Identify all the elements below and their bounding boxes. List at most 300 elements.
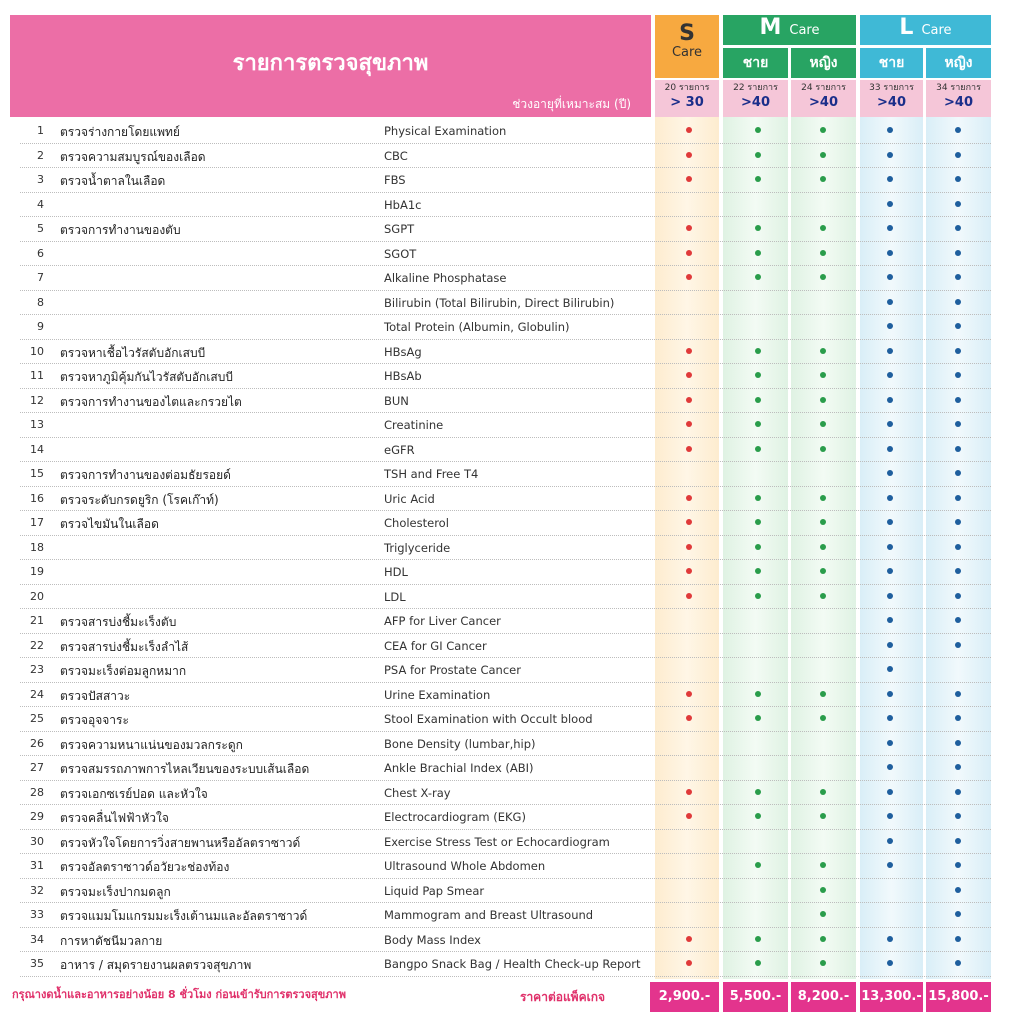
package-l-male-dot xyxy=(887,740,893,746)
row-thai-label: ตรวจการทำงานของต่อมธัยรอยด์ xyxy=(60,468,231,482)
package-m-female-dot xyxy=(820,372,826,378)
package-s-count: 20 รายการ xyxy=(664,83,710,93)
table-row xyxy=(20,462,991,487)
row-thai-label: ตรวจหัวใจโดยการวิ่งสายพานหรืออัลตราซาวด์ xyxy=(60,835,301,850)
package-l-female-dot xyxy=(955,323,961,329)
row-thai-label: ตรวจร่างกายโดยแพทย์ xyxy=(60,125,180,139)
package-m-male: ชาย xyxy=(723,48,788,78)
row-thai-label: ตรวจสมรรถภาพการไหลเวียนของระบบเส้นเลือด xyxy=(60,762,310,776)
package-l-male-dot xyxy=(887,446,893,452)
row-number: 12 xyxy=(30,393,44,407)
package-l-female-dot xyxy=(955,862,961,868)
package-m-female-dot xyxy=(820,691,826,697)
row-english-label: PSA for Prostate Cancer xyxy=(384,663,521,677)
package-l-male-dot xyxy=(887,617,893,623)
package-s-dot xyxy=(686,691,692,697)
row-english-label: Ankle Brachial Index (ABI) xyxy=(384,761,534,775)
package-l-male-dot xyxy=(887,176,893,182)
package-l-male-dot xyxy=(887,862,893,868)
row-number: 25 xyxy=(30,712,44,725)
package-m-male-dot xyxy=(755,691,761,697)
package-l-female-dot xyxy=(955,642,961,648)
table-row xyxy=(20,560,991,585)
package-l-male-dot xyxy=(887,250,893,256)
table-row xyxy=(20,340,991,365)
package-m-female-dot xyxy=(820,789,826,795)
package-m-female-dot xyxy=(820,715,826,721)
package-m-male-dot xyxy=(755,813,761,819)
row-number: 1 xyxy=(37,124,44,137)
package-m-male-count: 22 รายการ xyxy=(733,83,778,93)
package-l-female-dot xyxy=(955,495,961,501)
package-l-female: หญิง xyxy=(926,48,991,78)
row-number: 6 xyxy=(37,246,44,260)
package-l-female-dot xyxy=(955,250,961,256)
package-s-dot xyxy=(686,176,692,182)
package-l-care: Care xyxy=(921,23,952,38)
package-l-male-dot xyxy=(887,348,893,354)
table-row xyxy=(20,805,991,830)
package-l-letter: L xyxy=(899,15,914,40)
package-m-female-dot xyxy=(820,397,826,403)
price-s: 2,900.- xyxy=(650,982,719,1012)
row-number: 17 xyxy=(30,516,44,529)
table-row xyxy=(20,144,991,169)
package-m-male-dot xyxy=(755,519,761,525)
package-m-female-dot xyxy=(820,225,826,231)
table-row xyxy=(20,756,991,781)
package-l-male-dot xyxy=(887,323,893,329)
price-l-male: 13,300.- xyxy=(860,982,923,1012)
row-english-label: CBC xyxy=(384,148,408,163)
table-row xyxy=(20,242,991,267)
row-thai-label: ตรวจเอกซเรย์ปอด และหัวใจ xyxy=(60,786,208,801)
table-row xyxy=(20,781,991,806)
table-row xyxy=(20,168,991,193)
package-m-female-dot xyxy=(820,421,826,427)
row-english-label: FBS xyxy=(384,173,406,187)
row-thai-label: ตรวจการทำงานของไตและกรวยไต xyxy=(60,394,242,409)
package-m-female-dot xyxy=(820,568,826,574)
row-number: 30 xyxy=(30,834,44,848)
package-l-male-dot xyxy=(887,470,893,476)
package-l-male-dot xyxy=(887,544,893,550)
price-m-female: 8,200.- xyxy=(791,982,856,1012)
row-number: 33 xyxy=(30,908,44,921)
table-row xyxy=(20,879,991,904)
package-l-male-dot xyxy=(887,299,893,305)
table-row xyxy=(20,903,991,928)
package-l-female-count: 34 รายการ xyxy=(936,83,981,93)
row-number: 7 xyxy=(37,271,44,284)
package-s-age-box xyxy=(655,80,719,117)
row-english-label: Urine Examination xyxy=(384,687,491,702)
package-l-male-dot xyxy=(887,642,893,648)
package-m-female-dot xyxy=(820,519,826,525)
row-thai-label: ตรวจสารบ่งชี้มะเร็งตับ xyxy=(60,615,177,629)
row-thai-label: ตรวจมะเร็งต่อมลูกหมาก xyxy=(60,664,187,678)
row-number: 19 xyxy=(30,565,44,578)
row-english-label: Physical Examination xyxy=(384,124,507,138)
row-thai-label: ตรวจความหนาแน่นของมวลกระดูก xyxy=(60,737,243,752)
package-l-female-dot xyxy=(955,372,961,378)
row-english-label: SGOT xyxy=(384,246,417,261)
package-m-female-dot xyxy=(820,348,826,354)
package-s-dot xyxy=(686,544,692,550)
package-l-male-dot xyxy=(887,764,893,770)
table-row xyxy=(20,952,991,977)
row-thai-label: ตรวจอุจจาระ xyxy=(60,713,129,727)
package-l-male-dot xyxy=(887,666,893,672)
row-number: 9 xyxy=(37,320,44,333)
row-english-label: CEA for GI Cancer xyxy=(384,638,487,653)
package-m-female-dot xyxy=(820,936,826,942)
package-l-female-dot xyxy=(955,691,961,697)
row-english-label: Alkaline Phosphatase xyxy=(384,271,507,285)
package-l-male-age: >40 xyxy=(877,95,906,110)
package-l-female-dot xyxy=(955,446,961,452)
row-english-label: Exercise Stress Test or Echocardiogram xyxy=(384,834,610,849)
row-thai-label: ตรวจแมมโมแกรมมะเร็งเต้านมและอัลตราซาวด์ xyxy=(60,909,308,923)
package-l-female-dot xyxy=(955,960,961,966)
package-l-male-dot xyxy=(887,838,893,844)
package-m-female-dot xyxy=(820,887,826,893)
package-l-female-dot xyxy=(955,397,961,403)
row-thai-label: ตรวจหาภูมิคุ้มกันไวรัสตับอักเสบบี xyxy=(60,370,233,384)
row-number: 26 xyxy=(30,736,44,750)
package-l-female-dot xyxy=(955,568,961,574)
package-l-female-dot xyxy=(955,789,961,795)
row-number: 31 xyxy=(30,859,44,872)
table-row xyxy=(20,511,991,536)
package-m-female-dot xyxy=(820,544,826,550)
package-l-male-dot xyxy=(887,372,893,378)
row-thai-label: ตรวจคลื่นไฟฟ้าหัวใจ xyxy=(60,811,169,825)
package-m-female: หญิง xyxy=(791,48,856,78)
package-s-dot xyxy=(686,152,692,158)
package-s-age: > 30 xyxy=(670,95,704,110)
package-l-female-dot xyxy=(955,617,961,623)
package-s-dot xyxy=(686,789,692,795)
package-s-dot xyxy=(686,274,692,280)
package-m-male-dot xyxy=(755,397,761,403)
row-thai-label: ตรวจการทำงานของตับ xyxy=(60,223,181,237)
row-number: 28 xyxy=(30,785,44,799)
package-l-header xyxy=(860,15,991,45)
package-m-female-dot xyxy=(820,495,826,501)
row-number: 4 xyxy=(37,197,44,211)
package-m-header xyxy=(723,15,856,45)
row-number: 10 xyxy=(30,344,44,358)
package-l-female-dot xyxy=(955,887,961,893)
package-m-male-dot xyxy=(755,544,761,550)
price-l-female: 15,800.- xyxy=(926,982,991,1012)
package-l-male-dot xyxy=(887,789,893,795)
package-m-female-dot xyxy=(820,127,826,133)
checkup-item-list xyxy=(20,119,991,977)
package-l-female-dot xyxy=(955,911,961,917)
row-number: 18 xyxy=(30,540,44,554)
package-l-female-dot xyxy=(955,225,961,231)
package-m-female-dot xyxy=(820,446,826,452)
row-number: 22 xyxy=(30,638,44,652)
package-m-male-dot xyxy=(755,127,761,133)
package-l-female-dot xyxy=(955,764,961,770)
package-m-letter: M xyxy=(759,15,782,40)
row-english-label: HbA1c xyxy=(384,197,422,212)
row-thai-label: อาหาร / สมุดรายงานผลตรวจสุขภาพ xyxy=(60,958,252,972)
package-m-female-dot xyxy=(820,250,826,256)
table-row xyxy=(20,536,991,561)
package-s-dot xyxy=(686,446,692,452)
package-l-female-age: >40 xyxy=(944,95,973,110)
row-number: 20 xyxy=(30,589,44,603)
row-number: 5 xyxy=(37,222,44,235)
row-number: 35 xyxy=(30,957,44,970)
row-thai-label: ตรวจหาเชื้อไวรัสตับอักเสบบี xyxy=(60,345,206,360)
row-english-label: Bangpo Snack Bag / Health Check-up Report xyxy=(384,957,641,971)
row-english-label: Triglyceride xyxy=(384,540,451,555)
price-m-male: 5,500.- xyxy=(723,982,788,1012)
package-m-male-age-box xyxy=(723,80,788,117)
package-m-female-dot xyxy=(820,960,826,966)
row-number: 23 xyxy=(30,663,44,676)
age-range-label: ช่วงอายุที่เหมาะสม (ปี) xyxy=(512,97,631,111)
table-row xyxy=(20,438,991,463)
package-l-male-dot xyxy=(887,152,893,158)
package-m-male-dot xyxy=(755,446,761,452)
package-l-female-dot xyxy=(955,936,961,942)
package-l-female-dot xyxy=(955,421,961,427)
package-l-female-dot xyxy=(955,299,961,305)
package-m-male-dot xyxy=(755,372,761,378)
package-l-male-dot xyxy=(887,421,893,427)
package-s-dot xyxy=(686,421,692,427)
table-row xyxy=(20,487,991,512)
package-l-male-dot xyxy=(887,519,893,525)
table-row xyxy=(20,609,991,634)
package-s-header xyxy=(655,15,719,78)
package-m-male-dot xyxy=(755,225,761,231)
package-m-male-dot xyxy=(755,152,761,158)
fasting-note: กรุณางดน้ำและอาหารอย่างน้อย 8 ชั่วโมง ก่อนเข้ารับการตรวจสุขภาพ xyxy=(12,988,346,1001)
row-english-label: SGPT xyxy=(384,222,415,236)
table-row xyxy=(20,732,991,757)
package-l-female-dot xyxy=(955,176,961,182)
package-s-dot xyxy=(686,397,692,403)
row-english-label: HBsAg xyxy=(384,344,422,359)
row-english-label: Total Protein (Albumin, Globulin) xyxy=(384,320,570,334)
row-thai-label: ตรวจระดับกรดยูริก (โรคเก๊าท์) xyxy=(60,492,219,507)
package-m-male-dot xyxy=(755,495,761,501)
row-english-label: HDL xyxy=(384,565,408,579)
package-l-female-dot xyxy=(955,593,961,599)
package-l-female-dot xyxy=(955,274,961,280)
package-s-dot xyxy=(686,715,692,721)
row-english-label: BUN xyxy=(384,393,409,408)
package-s-dot xyxy=(686,593,692,599)
package-l-male-count: 33 รายการ xyxy=(869,83,914,93)
package-l-female-dot xyxy=(955,519,961,525)
package-m-male-dot xyxy=(755,715,761,721)
package-s-dot xyxy=(686,372,692,378)
row-thai-label: ตรวจอัลตราซาวด์อวัยวะช่องท้อง xyxy=(60,860,230,874)
package-m-male-dot xyxy=(755,568,761,574)
package-l-male-dot xyxy=(887,274,893,280)
row-thai-label: ตรวจไขมันในเลือด xyxy=(60,517,159,531)
row-thai-label: ตรวจสารบ่งชี้มะเร็งลำไส้ xyxy=(60,639,189,654)
package-m-male-dot xyxy=(755,789,761,795)
table-row xyxy=(20,291,991,316)
package-m-male-dot xyxy=(755,176,761,182)
row-english-label: Ultrasound Whole Abdomen xyxy=(384,859,546,873)
package-m-male-age: >40 xyxy=(741,95,770,110)
package-l-male-dot xyxy=(887,936,893,942)
table-row xyxy=(20,634,991,659)
package-l-male-dot xyxy=(887,715,893,721)
table-row xyxy=(20,315,991,340)
package-l-male-dot xyxy=(887,225,893,231)
package-l-female-dot xyxy=(955,348,961,354)
package-m-female-count: 24 รายการ xyxy=(801,83,846,93)
table-row xyxy=(20,413,991,438)
package-m-female-dot xyxy=(820,813,826,819)
row-english-label: Bone Density (lumbar,hip) xyxy=(384,736,536,751)
row-thai-label: ตรวจน้ำตาลในเลือด xyxy=(60,174,166,188)
package-l-female-dot xyxy=(955,715,961,721)
package-l-female-dot xyxy=(955,813,961,819)
package-m-female-dot xyxy=(820,593,826,599)
row-english-label: Electrocardiogram (EKG) xyxy=(384,810,526,824)
table-row xyxy=(20,683,991,708)
package-l-male-age-box xyxy=(860,80,923,117)
row-english-label: Cholesterol xyxy=(384,516,449,530)
package-s-dot xyxy=(686,568,692,574)
row-number: 21 xyxy=(30,614,44,627)
table-row xyxy=(20,707,991,732)
package-l-female-age-box xyxy=(926,80,991,117)
package-m-male-dot xyxy=(755,274,761,280)
package-m-male-dot xyxy=(755,862,761,868)
package-m-female-dot xyxy=(820,911,826,917)
row-english-label: Mammogram and Breast Ultrasound xyxy=(384,908,594,922)
package-l-male-dot xyxy=(887,568,893,574)
row-english-label: Chest X-ray xyxy=(384,785,451,800)
package-s-care: Care xyxy=(671,45,703,60)
row-number: 15 xyxy=(30,467,44,480)
package-m-female-dot xyxy=(820,152,826,158)
package-l-female-dot xyxy=(955,127,961,133)
row-english-label: Body Mass Index xyxy=(384,932,481,947)
package-s-dot xyxy=(686,936,692,942)
row-number: 32 xyxy=(30,883,44,897)
row-thai-label: ตรวจมะเร็งปากมดลูก xyxy=(60,884,171,899)
row-number: 8 xyxy=(37,295,44,309)
row-number: 16 xyxy=(30,491,44,505)
row-number: 27 xyxy=(30,761,44,774)
package-m-female-age-box xyxy=(791,80,856,117)
row-english-label: Bilirubin (Total Bilirubin, Direct Bilirubin) xyxy=(384,295,615,310)
row-number: 34 xyxy=(30,932,44,946)
row-english-label: TSH and Free T4 xyxy=(384,467,479,481)
package-m-female-dot xyxy=(820,862,826,868)
package-m-female-dot xyxy=(820,274,826,280)
package-l-male-dot xyxy=(887,397,893,403)
table-row xyxy=(20,193,991,218)
package-l-male-dot xyxy=(887,495,893,501)
package-m-male-dot xyxy=(755,960,761,966)
row-english-label: eGFR xyxy=(384,442,415,457)
package-l-male-dot xyxy=(887,127,893,133)
package-l-male-dot xyxy=(887,960,893,966)
package-s-dot xyxy=(686,519,692,525)
table-row xyxy=(20,266,991,291)
table-row xyxy=(20,119,991,144)
package-m-female-age: >40 xyxy=(809,95,838,110)
table-header xyxy=(10,15,651,117)
table-row xyxy=(20,658,991,683)
price-label: ราคาต่อแพ็คเกจ xyxy=(520,990,606,1004)
package-s-dot xyxy=(686,250,692,256)
table-row xyxy=(20,854,991,879)
row-number: 14 xyxy=(30,442,44,456)
package-s-dot xyxy=(686,813,692,819)
package-l-male: ชาย xyxy=(860,48,923,78)
package-s-dot xyxy=(686,960,692,966)
package-l-male-dot xyxy=(887,201,893,207)
package-m-male-dot xyxy=(755,250,761,256)
package-l-female-dot xyxy=(955,838,961,844)
row-english-label: Uric Acid xyxy=(384,491,435,506)
page-title: รายการตรวจสุขภาพ xyxy=(232,51,429,76)
package-m-male-dot xyxy=(755,421,761,427)
row-english-label: Creatinine xyxy=(384,418,444,432)
table-row xyxy=(20,928,991,953)
row-thai-label: ตรวจความสมบูรณ์ของเลือด xyxy=(60,149,206,164)
package-s-dot xyxy=(686,348,692,354)
table-row xyxy=(20,364,991,389)
table-row xyxy=(20,585,991,610)
package-s-letter: S xyxy=(679,21,695,46)
package-s-dot xyxy=(686,225,692,231)
package-l-female-dot xyxy=(955,470,961,476)
row-thai-label: ตรวจปัสสาวะ xyxy=(60,688,131,703)
package-l-male-dot xyxy=(887,691,893,697)
package-m-male-dot xyxy=(755,593,761,599)
table-row xyxy=(20,830,991,855)
table-row xyxy=(20,389,991,414)
row-english-label: LDL xyxy=(384,589,406,604)
package-l-female-dot xyxy=(955,740,961,746)
package-s-dot xyxy=(686,495,692,501)
package-m-care: Care xyxy=(789,23,820,38)
row-number: 29 xyxy=(30,810,44,823)
package-l-male-dot xyxy=(887,813,893,819)
row-number: 3 xyxy=(37,173,44,186)
package-m-male-dot xyxy=(755,348,761,354)
row-number: 13 xyxy=(30,418,44,431)
row-thai-label: การหาดัชนีมวลกาย xyxy=(60,933,163,948)
package-m-female-dot xyxy=(820,176,826,182)
row-number: 11 xyxy=(30,369,44,382)
row-english-label: Liquid Pap Smear xyxy=(384,883,485,898)
row-english-label: AFP for Liver Cancer xyxy=(384,614,501,628)
package-l-female-dot xyxy=(955,152,961,158)
table-row xyxy=(20,217,991,242)
package-s-dot xyxy=(686,127,692,133)
package-l-female-dot xyxy=(955,544,961,550)
package-l-female-dot xyxy=(955,201,961,207)
